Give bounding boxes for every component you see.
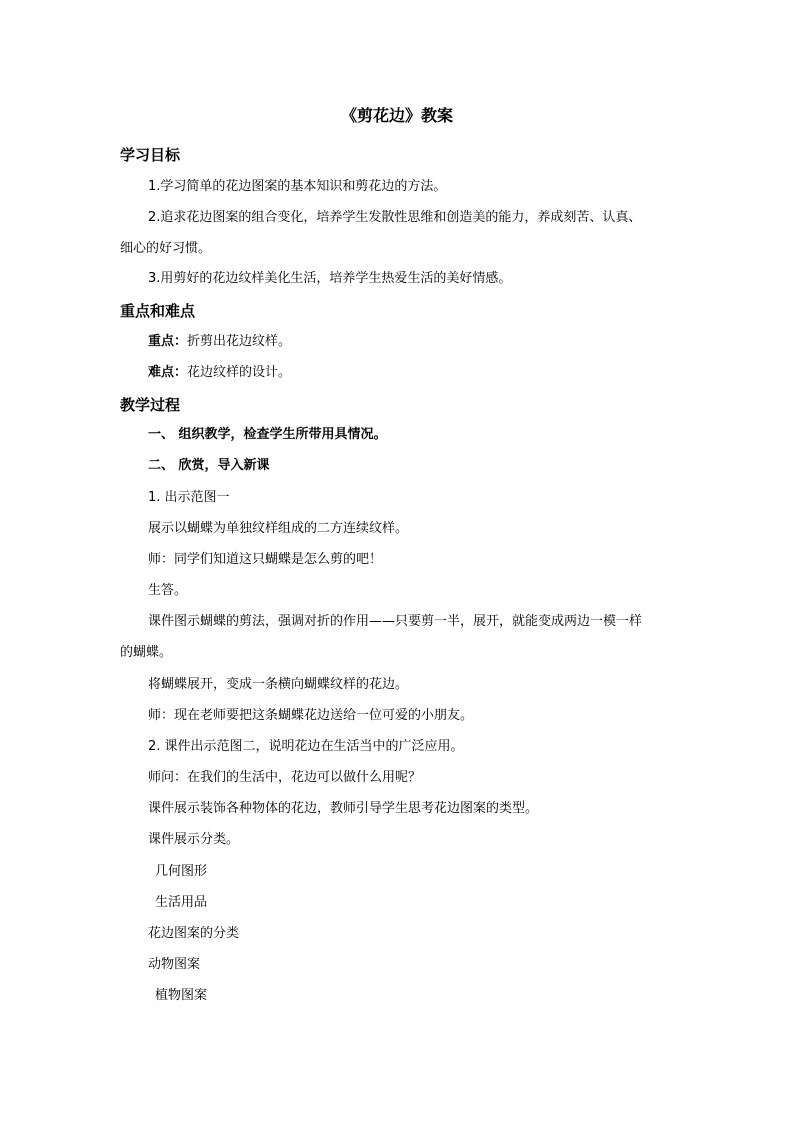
classification-plant: 植物图案: [155, 988, 208, 1003]
key-point-text: 折剪出花边纹样。: [187, 334, 292, 349]
classification-root: 花边图案的分类: [148, 926, 240, 941]
process-line: 1. 出示范图一: [148, 490, 230, 505]
classification-daily-goods: 生活用品: [155, 895, 208, 910]
difficult-point-text: 花边纹样的设计。: [187, 365, 292, 380]
section-heading-process: 教学过程: [120, 396, 181, 414]
objective-item-continuation: 细心的好习惯。: [120, 241, 212, 256]
process-line: 2. 课件出示范图二，说明花边在生活当中的广泛应用。: [148, 739, 464, 754]
document-title: 《剪花边》教案: [340, 106, 453, 125]
difficult-point-label: 难点：: [148, 365, 188, 380]
process-step-1: 一、 组织教学，检查学生所带用具情况。: [148, 427, 387, 442]
process-line: 师：现在老师要把这条蝴蝶花边送给一位可爱的小朋友。: [148, 708, 474, 723]
classification-animal: 动物图案: [148, 957, 201, 972]
key-point-label: 重点：: [148, 334, 188, 349]
objective-item: 2.追求花边图案的组合变化，培养学生发散性思维和创造美的能力，养成刻苦、认真、: [148, 210, 642, 225]
objective-item: 3.用剪好的花边纹样美化生活，培养学生热爱生活的美好情感。: [148, 271, 512, 286]
section-heading-objectives: 学习目标: [120, 146, 181, 164]
key-point-line: [148, 334, 291, 350]
process-line-continuation: 的蝴蝶。: [120, 645, 173, 660]
process-line: 生答。: [148, 583, 188, 598]
section-heading-key-points: 重点和难点: [120, 302, 196, 320]
process-line: 展示以蝴蝶为单独纹样组成的二方连续纹样。: [148, 521, 409, 536]
objective-item: 1.学习简单的花边图案的基本知识和剪花边的方法。: [148, 179, 447, 194]
process-line: 将蝴蝶展开，变成一条横向蝴蝶纹样的花边。: [148, 677, 409, 692]
difficult-point-line: [148, 365, 291, 381]
process-line: 师：同学们知道这只蝴蝶是怎么剪的吧！: [148, 552, 383, 567]
process-line: 师问：在我们的生活中，花边可以做什么用呢？: [148, 770, 422, 785]
process-step-2: 二、 欣赏，导入新课: [148, 458, 270, 473]
process-line: 课件图示蝴蝶的剪法，强调对折的作用——只要剪一半，展开，就能变成两边一模一样: [148, 614, 643, 629]
process-line: 课件展示装饰各种物体的花边，教师引导学生思考花边图案的类型。: [148, 801, 539, 816]
classification-geometric: 几何图形: [155, 864, 208, 879]
process-line: 课件展示分类。: [148, 832, 240, 847]
